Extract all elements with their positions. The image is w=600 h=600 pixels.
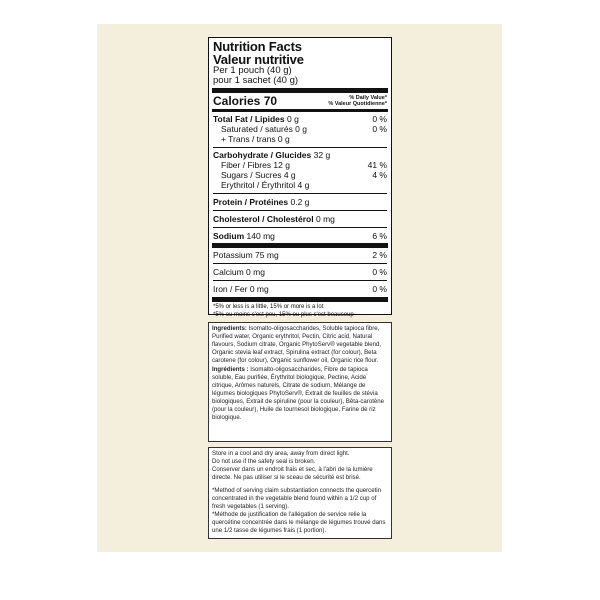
storage-line-2: Do not use if the safety seal is broken. xyxy=(212,458,316,465)
ingredients-en: Ingredients: Isomalto-oligosaccharides, Soluble tapioca fibre, Purified water, Organic erythritol, Pectin, Citric acid, Natural flavours, Sodium citrate, Organic PhytoServ® vegetable blend, Organic stevia leaf extract, Spirulina extract (for colour), Beta carotene (for colour), Organic sunflower oil, Organic rice flour. xyxy=(212,325,382,364)
protein-row: Protein / Protéines 0.2 g xyxy=(213,197,310,207)
ingredients-fr: Ingrédients : Isomalto-oligosaccharides, Fibre de tapioca soluble, Eau purifiée, Érythritol biologique, Pectine, Acide citrique, Arômes naturels, Citrate de sodium, Mélange de légumes biologiques PhytoServ®, Extrait de feuilles de stévia biologiques, Extrait de spiruline (pour la couleur), Bêta-carotène (pour la couleur), Huile de tournesol biologique, Farine de riz biologique. xyxy=(212,366,385,421)
storage-line-3: Conserver dans un endroit frais et sec, à l'abri de la lumière directe. Ne pas utiliser si le sceau de sécurité est brisé. xyxy=(212,466,373,481)
iron-row: Iron / Fer 0 mg 0 % xyxy=(213,284,387,294)
fiber-row: Fiber / Fibres 12 g 41 % xyxy=(221,160,387,170)
calories-row xyxy=(213,93,387,109)
carbohydrate-row: Carbohydrate / Glucides 32 g xyxy=(213,150,331,160)
trans-row: + Trans / trans 0 g xyxy=(221,134,290,144)
storage-method-box xyxy=(208,447,392,539)
erythritol-row: Erythritol / Érythritol 4 g xyxy=(221,180,310,190)
ingredients-box xyxy=(208,322,392,442)
sugars-row: Sugars / Sucres 4 g 4 % xyxy=(221,170,387,180)
method-en: *Method of serving claim substantiation connects the quercetin concentrated in the vegetable blend found within a 1/2 cup of fresh vegetables (1 serving). xyxy=(212,487,382,510)
sodium-row: Sodium 140 mg 6 % xyxy=(213,231,387,241)
calcium-row: Calcium 0 mg 0 % xyxy=(213,267,387,277)
method-fr: *Méthode de justification de l'allégation de service relie la quercétine concentrée dans le mélange de légumes trouvé dans une 1/2 tasse de légumes frais (1 portion). xyxy=(212,511,386,534)
title-en: Nutrition Facts xyxy=(213,39,302,54)
dv-header: % Daily Value* % Valeur Quotidienne* xyxy=(328,94,387,107)
potassium-row: Potassium 75 mg 2 % xyxy=(213,250,387,260)
storage-line-1: Store in a cool and dry area, away from direct light. xyxy=(212,450,350,457)
serving-fr: pour 1 sachet (40 g) xyxy=(213,75,299,86)
serving-en: Per 1 pouch (40 g) xyxy=(213,65,292,76)
footnote: *5% or less is a little, 15% or more is a lot *5% ou moins c'est peu, 15% ou plus c'est beaucoup xyxy=(213,304,354,318)
saturated-row: Saturated / saturés 0 g 0 % xyxy=(221,124,387,134)
calories-label: Calories 70 xyxy=(213,94,278,108)
total-fat-row: Total Fat / Lipides 0 g 0 % xyxy=(213,114,387,124)
nutrition-facts-table xyxy=(208,37,392,318)
title-fr: Valeur nutritive xyxy=(213,52,304,67)
cholesterol-row: Cholesterol / Cholestérol 0 mg xyxy=(213,214,335,224)
